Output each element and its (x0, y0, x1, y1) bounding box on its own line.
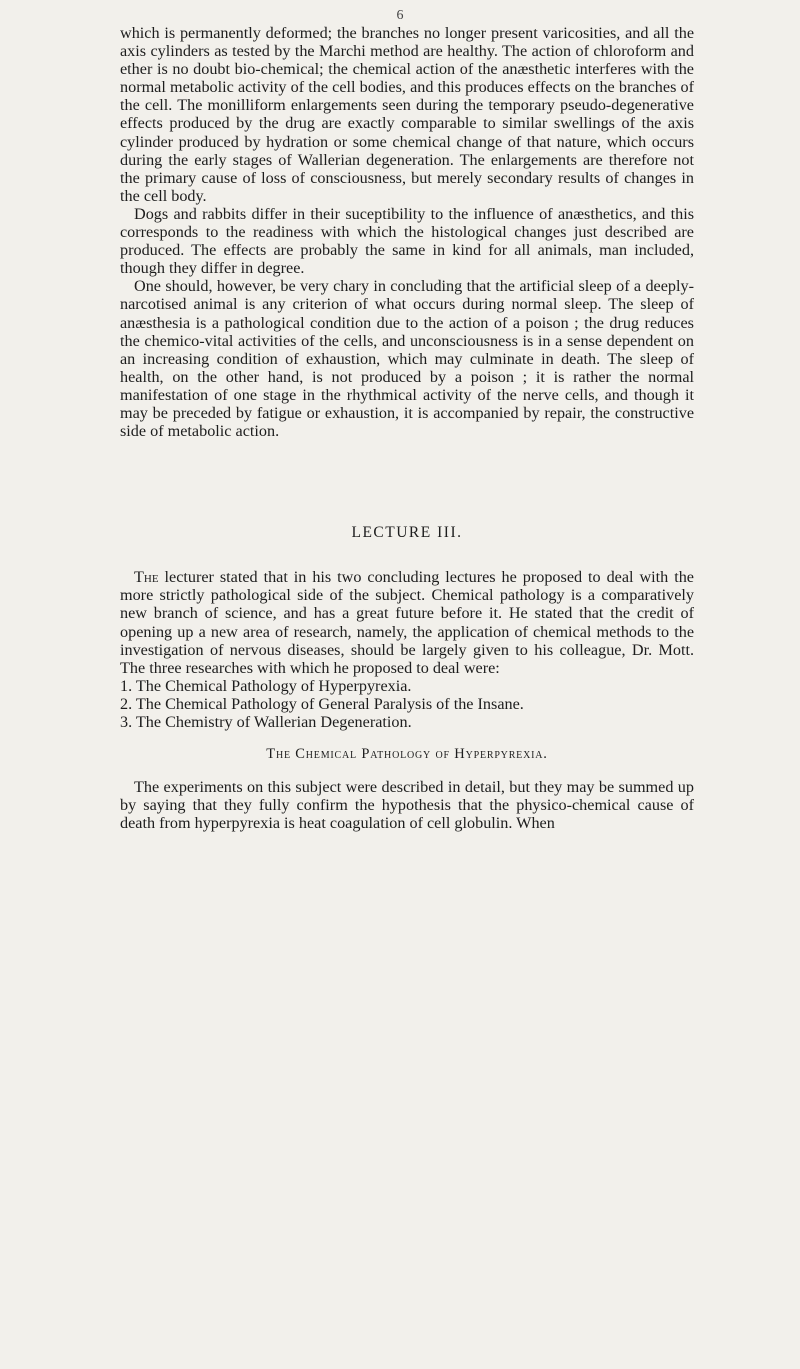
intro-text: lecturer stated that in his two concluding lectures he proposed to deal with the more strictly pathological side of the subject. Chemical pathology is a comparatively new branch of science, and has a great future before it. He stated that the credit of opening up a new area of research, namely, the application of chemical methods to the investigation of nervous diseases, should be largely given to his colleague, Dr. Mott. The three researches with which he proposed to deal were: (120, 568, 694, 677)
text-column (120, 24, 694, 832)
paragraph-hyperpyrexia: The experiments on this subject were described in detail, but they may be summed up by saying that they fully confirm the hypothesis that the physico-chemical cause of death from hyperpyrexia is heat coagulation of cell globulin. When (120, 778, 694, 833)
list-item: 3. The Chemistry of Wallerian Degeneration. (120, 713, 412, 731)
lecture-heading: LECTURE III. (351, 524, 463, 542)
paragraph-continuation: which is permanently deformed; the branches no longer present varicosities, and all the axis cylinders as tested by the Marchi method are healthy. The action of chloroform and ether is no doubt bio-chemical; the chemical action of the anæsthetic interferes with the normal metabolic activity of the cell bodies, and this produces effects on the branches of the cell. The monilliform enlargements seen during the temporary pseudo-degenerative effects produced by the drug are exactly comparable to similar swellings of the axis cylinder produced by hydration or some chemical change of that nature, which occurs during the early stages of Wallerian degeneration. The enlargements are therefore not the primary cause of loss of consciousness, but merely secondary results of changes in the cell body. (120, 24, 694, 205)
paragraph-anaesthetic-susceptibility: Dogs and rabbits differ in their suceptibility to the influence of anæsthetics, and this corresponds to the readiness with which the histological changes just described are produced. The effects are probably the same in kind for all animals, man included, though they differ in degree. (120, 204, 694, 278)
paragraph-sleep-comparison: One should, however, be very chary in concluding that the artificial sleep of a deeply-narcotised animal is any criterion of what occurs during normal sleep. The sleep of anæsthesia is a pathological condition due to the action of a poison ; the drug reduces the chemico-vital activities of the cells, and unconsciousness is in a sense dependent on an increasing condition of exhaustion, which may culminate in death. The sleep of health, on the other hand, is not produced by a poison ; it is rather the normal manifestation of one stage in the rhythmical activity of the nerve cells, and though it may be preceded by fatigue or exhaustion, it is accompanied by repair, the constructive side of metabolic action. (120, 277, 694, 441)
intro-lead-word: The (134, 568, 159, 587)
list-item: 2. The Chemical Pathology of General Paralysis of the Insane. (120, 694, 524, 713)
page-number: 6 (396, 8, 404, 23)
paragraph-lecture-intro (120, 568, 694, 677)
section-heading: The Chemical Pathology of Hyperpyrexia. (266, 746, 548, 763)
list-item: 1. The Chemical Pathology of Hyperpyrexia. (120, 676, 412, 695)
